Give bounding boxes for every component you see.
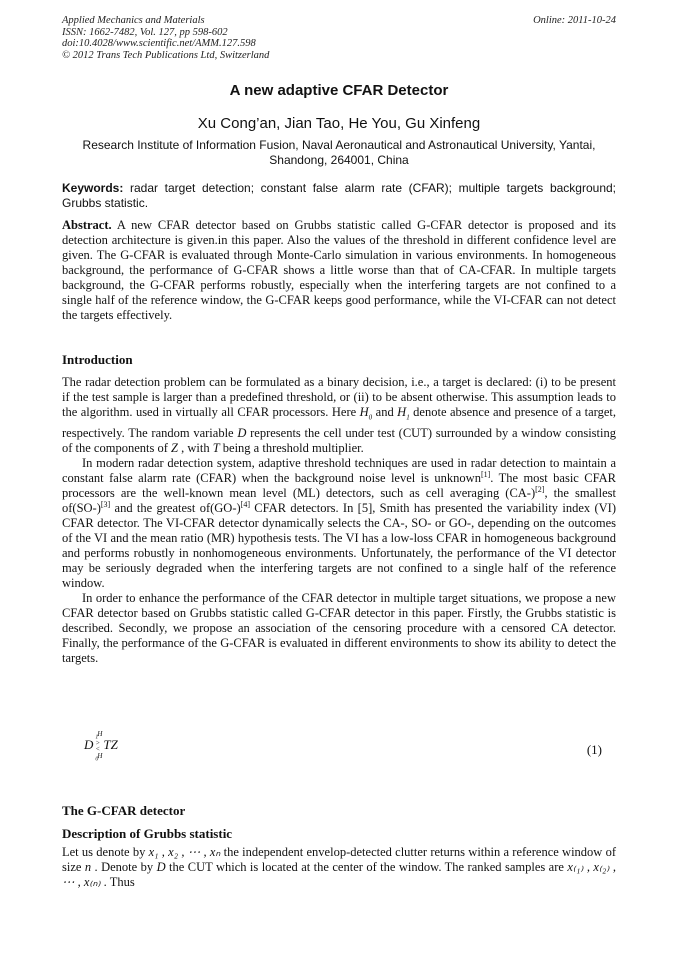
doi-line: doi:10.4028/www.scientific.net/AMM.127.598: [62, 38, 256, 49]
copyright-line: © 2012 Trans Tech Publications Ltd, Switzerland: [62, 49, 270, 61]
equation-number: (1): [586, 742, 602, 757]
online-date: Online: 2011-10-24: [533, 15, 616, 26]
intro-paragraph-3: In order to enhance the performance of the CFAR detector in multiple target situations, we propose a new CFAR detector based on Grubbs statistic called G-CFAR detector in this paper. Firstly, the Grubbs statistic is described. Secondly, we propose an association of the censoring procedure with a censored CA detector. Finally, the performance of the G-CFAR is evaluated in different environments to show its ability to detect the targets.: [62, 590, 616, 665]
equation-1: [84, 730, 118, 763]
eq-h0: H $_0$: [95, 752, 103, 763]
citation-1: [1]: [480, 469, 491, 479]
eq-d: D: [84, 736, 94, 752]
keywords-text: radar target detection; constant false alarm rate (CFAR); multiple targets background; Grubbs statistic.: [62, 181, 616, 210]
introduction-heading: Introduction: [62, 352, 133, 367]
keywords-label: Keywords:: [62, 181, 124, 195]
intro-paragraph-1: The radar detection problem can be formulated as a binary decision, i.e., a target is declared: (i) to be present if the test sample is larger than a predefined threshold, or (ii) to be absent otherwise. This assumption leads to the algorithm. used in virtually all CFAR processors. Here $H_0$ and $H_1$ denote absence and presence of a target, respectively. The random variable D represents the cell under test (CUT) surrounded by a window consisting of the components of Z , with T being a threshold multiplier.: [62, 375, 616, 455]
eq-lt: <: [95, 745, 101, 753]
issn-line: ISSN: 1662-7482, Vol. 127, pp 598-602: [62, 26, 228, 38]
math-t: T: [212, 440, 220, 455]
grubbs-subheading: Description of Grubbs statistic: [62, 826, 233, 841]
citation-2: [2]: [535, 484, 545, 494]
journal-name: Applied Mechanics and Materials: [62, 15, 205, 26]
abstract-label: Abstract.: [62, 218, 112, 232]
affiliation: Research Institute of Information Fusion, Naval Aeronautical and Astronautical University, Yantai, Shandong, 264001, China: [82, 138, 596, 167]
math-d: D: [237, 425, 247, 440]
eq-hypothesis-stack: [93, 730, 103, 763]
keywords: [62, 181, 616, 211]
author-list: Xu Cong’an, Jian Tao, He You, Gu Xinfeng: [197, 115, 481, 132]
eq-h1: H $_1$: [95, 730, 103, 741]
math-z: Z: [171, 440, 178, 455]
eq-rhs: TZ: [103, 736, 118, 752]
grubbs-body: Let us denote by x₁ , x₂ , ⋯ , xₙ the independent envelop-detected clutter returns within a reference window of size n . Denote by D the CUT which is located at the center of the window. The ranked samples are x₍₁₎ , x₍₂₎ , ⋯ , x₍ₙ₎ . Thus: [62, 845, 616, 889]
abstract: [62, 218, 616, 323]
math-sample-sequence: x₁ , x₂ , ⋯ , xₙ: [148, 845, 221, 859]
citation-3: [3]: [100, 499, 111, 509]
intro-paragraph-2: In modern radar detection system, adaptive threshold techniques are used in radar detection to maintain a constant false alarm rate (CFAR) when the background noise level is unknown[1]. The most basic CFAR processors are the well-known mean level (ML) detectors, such as cell averaging (CA-)[2], the smallest of(SO-)[3] and the greatest of(GO-)[4] CFAR detectors. In [5], Smith has presented the variability index (VI) CFAR detector. The VI-CFAR detector dynamically selects the CA-, SO- or GO-, depending on the outcomes of the VI and the mean ratio (MR) hypothesis tests. The VI has a low-loss CFAR in homogeneous background and performs robustly in nonhomogeneous environments. Unfortunately, the performance of the VI detector may be seriously degraded when the interfering targets are not confined to a single half of the reference window.: [62, 455, 616, 590]
math-d-cut: D: [156, 860, 166, 874]
citation-4: [4]: [240, 499, 250, 509]
eq-gt: >: [95, 739, 101, 747]
gcfar-heading: The G-CFAR detector: [62, 803, 186, 818]
math-h1: $H_1$: [397, 405, 410, 422]
math-ranked-samples: x₍₁₎ , x₍₂₎ , ⋯ , x₍ₙ₎: [62, 860, 616, 889]
math-n: n: [84, 860, 92, 874]
paper-title: A new adaptive CFAR Detector: [229, 82, 449, 99]
introduction-body: [62, 375, 616, 666]
abstract-text: A new CFAR detector based on Grubbs statistic called G-CFAR detector is proposed and its detection architecture is given.in this paper. Also the values of the threshold in different confidence level are given. The G-CFAR is evaluated through Monte-Carlo simulation in various environments. In homogeneous background, the performance of G-CFAR shows a little worse than that of CA-CFAR. In multiple targets background, the G-CFAR performs robustly, especially when the interfering targets are not confined to a single half of the reference window, the G-CFAR keeps good performance, while the VI-CFAR can not detect the targets effectively.: [62, 218, 616, 322]
journal-header: [62, 15, 616, 61]
math-h0: $H_0$: [359, 405, 373, 422]
